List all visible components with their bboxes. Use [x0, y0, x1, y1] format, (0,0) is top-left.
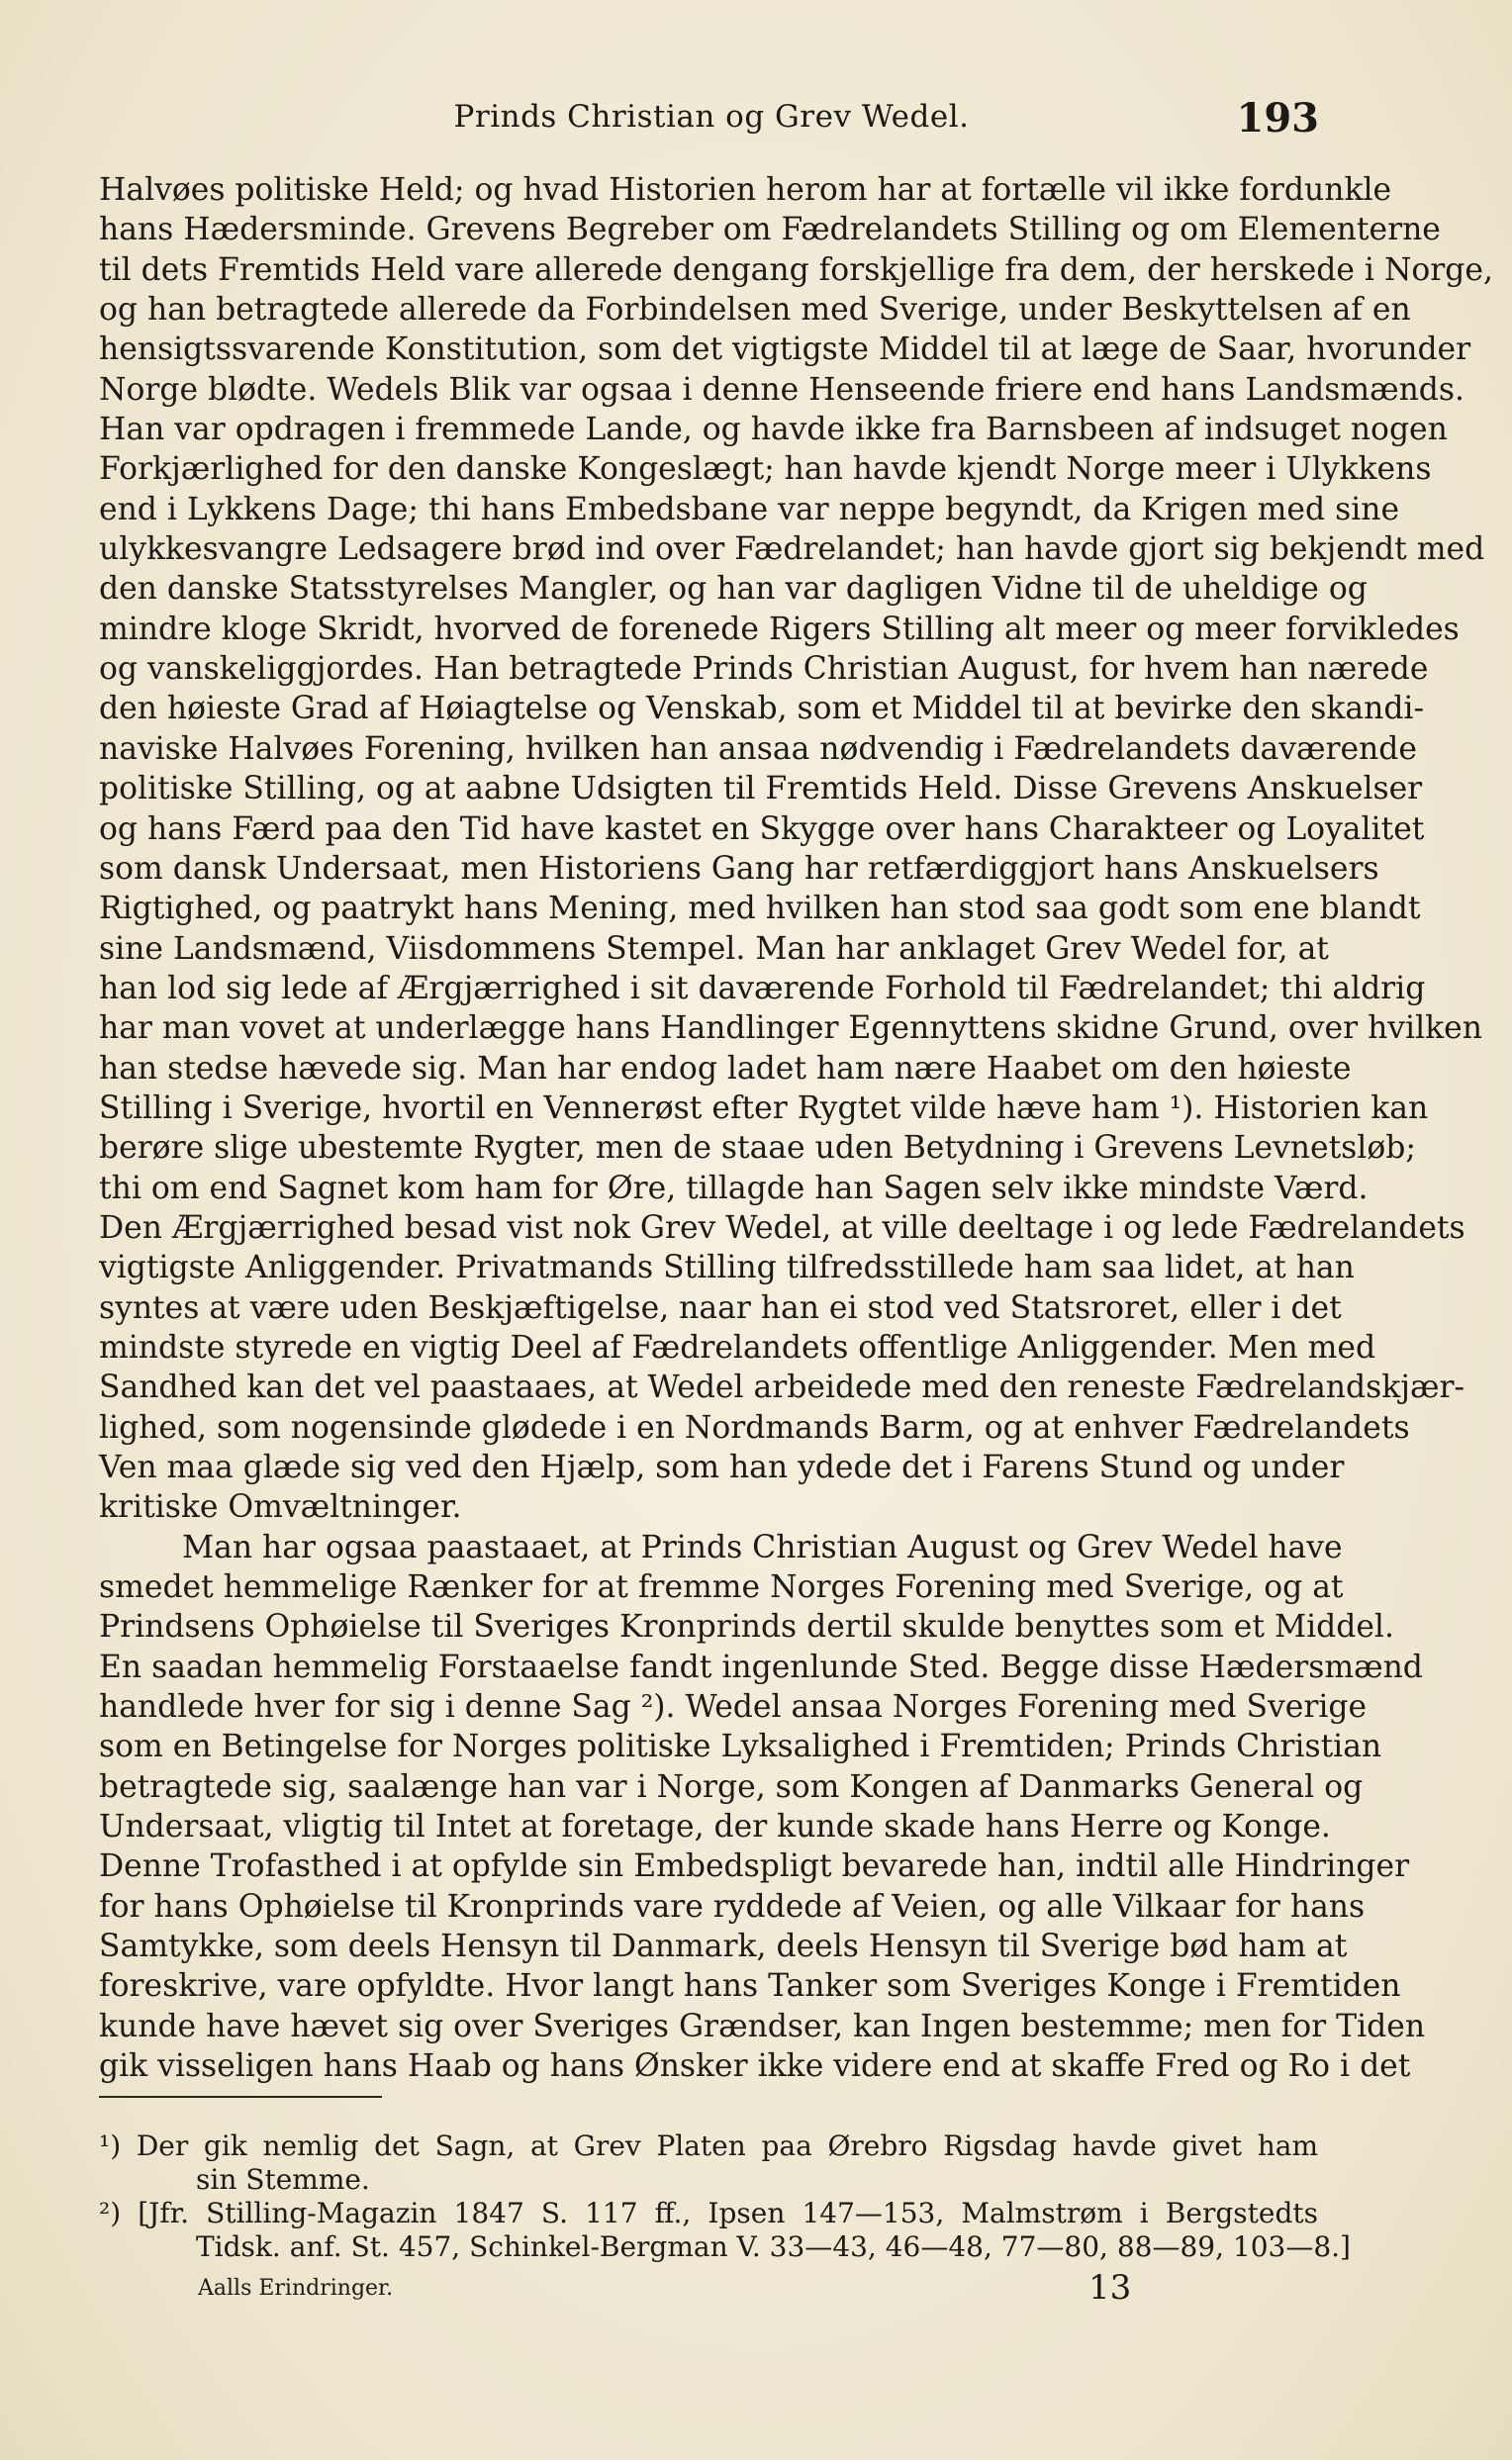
text-line: Den Ærgjærrighed besad vist nok Grev Wedel, at ville deeltage i og lede Fædrelandets: [99, 1209, 1465, 1246]
text-line: Forkjærlighed for den danske Kongeslægt; han havde kjendt Norge meer i Ulykkens: [99, 451, 1432, 488]
text-line: handlede hver for sig i denne Sag ²). Wedel ansaa Norges Forening med Sverige: [99, 1689, 1368, 1726]
signature-label: Aalls Erindringer.: [198, 2276, 394, 2301]
footnote-separator: [99, 2096, 382, 2098]
text-line: lighed, som nogensinde glødede i en Nordmands Barm, og at enhver Fædrelandets: [99, 1409, 1410, 1446]
text-line: En saadan hemmelig Forstaaelse fandt ingenlunde Sted. Begge disse Hædersmænd: [99, 1649, 1423, 1685]
text-line: den danske Statsstyrelses Mangler, og han var dagligen Vidne til de uheldige og: [99, 571, 1368, 608]
text-line: Sandhed kan det vel paastaaes, at Wedel arbeidede med den reneste Fædrelandskjær-: [99, 1370, 1465, 1406]
text-line: kunde have hævet sig over Sveriges Grændser, kan Ingen bestemme; men for Tiden: [99, 2008, 1426, 2044]
text-line: smedet hemmelige Rænker for at fremme Norges Forening med Sverige, og at: [99, 1569, 1344, 1606]
text-line: han lod sig lede af Ærgjærrighed i sit daværende Forhold til Fædrelandet; thi aldrig: [99, 970, 1426, 1006]
text-line: mindste styrede en vigtig Deel af Fædrelandets offentlige Anliggender. Men med: [99, 1329, 1376, 1366]
text-line: den høieste Grad af Høiagtelse og Venskab, som et Middel til at bevirke den skandi-: [99, 691, 1425, 727]
text-line: betragtede sig, saalænge han var i Norge, som Kongen af Danmarks General og: [99, 1768, 1364, 1805]
text-line: gik visseligen hans Haab og hans Ønsker ikke videre end at skaffe Fred og Ro i det: [99, 2048, 1411, 2085]
text-line: sine Landsmænd, Viisdommens Stempel. Man har anklaget Grev Wedel for, at: [99, 930, 1329, 967]
text-line: Undersaat, vligtig til Intet at foretage, der kunde skade hans Herre og Konge.: [99, 1809, 1331, 1845]
footnote-line: Tidsk. anf. St. 457, Schinkel-Bergman V. 33—43, 46—48, 77—80, 88—89, 103—8.]: [196, 2230, 1351, 2263]
text-line: naviske Halvøes Forening, hvilken han ansaa nødvendig i Fædrelandets daværende: [99, 730, 1417, 767]
text-line: og hans Færd paa den Tid have kastet en Skygge over hans Charakteer og Loyalitet: [99, 810, 1425, 847]
text-line: hans Hædersminde. Grevens Begreber om Fædrelandets Stilling og om Elementerne: [99, 212, 1441, 248]
text-line: Man har ogsaa paastaaet, at Prinds Christian August og Grev Wedel have: [182, 1529, 1343, 1565]
sheet-number: 13: [1088, 2268, 1132, 2308]
text-line: som en Betingelse for Norges politiske Lyksalighed i Fremtiden; Prinds Christian: [99, 1729, 1382, 1765]
page-number: 193: [1236, 95, 1319, 142]
footnote-line: ¹) Der gik nemlig det Sagn, at Grev Platen paa Ørebro Rigsdag havde givet ham: [99, 2129, 1318, 2162]
text-line: thi om end Sagnet kom ham for Øre, tillagde han Sagen selv ikke mindste Værd.: [99, 1170, 1369, 1206]
text-line: og han betragtede allerede da Forbindelsen med Sverige, under Beskyttelsen af en: [99, 292, 1411, 329]
text-line: Stilling i Sverige, hvortil en Vennerøst efter Rygtet vilde hæve ham ¹). Historien kan: [99, 1089, 1429, 1126]
text-line: han stedse hævede sig. Man har endog ladet ham nære Haabet om den høieste: [99, 1050, 1352, 1087]
text-line: kritiske Omvæltninger.: [99, 1489, 462, 1526]
running-head: Prinds Christian og Grev Wedel.: [453, 99, 970, 135]
text-line: til dets Fremtids Held vare allerede dengang forskjellige fra dem, der herskede i Norge,: [99, 251, 1493, 288]
text-line: Halvøes politiske Held; og hvad Historien herom har at fortælle vil ikke fordunkle: [99, 172, 1392, 208]
text-line: hensigtssvarende Konstitution, som det vigtigste Middel til at læge de Saar, hvorunder: [99, 331, 1471, 368]
text-line: Norge blødte. Wedels Blik var ogsaa i denne Henseende friere end hans Landsmænds.: [99, 371, 1465, 408]
text-line: for hans Ophøielse til Kronprinds vare ryddede af Veien, og alle Vilkaar for hans: [99, 1888, 1366, 1925]
text-line: syntes at være uden Beskjæftigelse, naar han ei stod ved Statsroret, eller i det: [99, 1289, 1342, 1326]
text-line: berøre slige ubestemte Rygter, men de staae uden Betydning i Grevens Levnetsløb;: [99, 1130, 1416, 1167]
text-line: ulykkesvangre Ledsagere brød ind over Fædrelandet; han havde gjort sig bekjendt med: [99, 531, 1485, 568]
footnotes: [99, 2129, 1351, 2264]
text-line: end i Lykkens Dage; thi hans Embedsbane var neppe begyndt, da Krigen med sine: [99, 491, 1400, 527]
text-line: Denne Trofasthed i at opfylde sin Embedspligt bevarede han, indtil alle Hindringer: [99, 1848, 1410, 1885]
text-line: Ven maa glæde sig ved den Hjælp, som han ydede det i Farens Stund og under: [99, 1450, 1345, 1485]
footnote-line: sin Stemme.: [196, 2163, 370, 2196]
text-line: vigtigste Anliggender. Privatmands Stilling tilfredsstillede ham saa lidet, at han: [99, 1250, 1355, 1286]
text-line: mindre kloge Skridt, hvorved de forenede Rigers Stilling alt meer og meer forvikledes: [99, 611, 1460, 647]
footnote-line: ²) [Jfr. Stilling-Magazin 1847 S. 117 ff., Ipsen 147—153, Malmstrøm i Bergstedts: [99, 2197, 1318, 2229]
text-line: politiske Stilling, og at aabne Udsigten til Fremtids Held. Disse Grevens Anskuelser: [99, 771, 1423, 807]
text-line: som dansk Undersaat, men Historiens Gang har retfærdiggjort hans Anskuelsers: [99, 850, 1379, 887]
text-line: Han var opdragen i fremmede Lande, og havde ikke fra Barnsbeen af indsuget nogen: [99, 412, 1448, 448]
text-line: Prindsens Ophøielse til Sveriges Kronprinds dertil skulde benyttes som et Middel.: [99, 1609, 1394, 1646]
text-line: Rigtighed, og paatrykt hans Mening, med hvilken han stod saa godt som ene blandt: [99, 891, 1421, 927]
text-line: har man vovet at underlægge hans Handlinger Egennyttens skidne Grund, over hvilken: [99, 1010, 1482, 1047]
body-text: [99, 170, 1493, 2087]
text-line: og vanskeliggjordes. Han betragtede Prinds Christian August, for hvem han nærede: [99, 651, 1429, 688]
text-line: foreskrive, vare opfyldte. Hvor langt hans Tanker som Sveriges Konge i Fremtiden: [99, 1968, 1401, 2005]
text-line: Samtykke, som deels Hensyn til Danmark, deels Hensyn til Sverige bød ham at: [99, 1929, 1348, 1965]
